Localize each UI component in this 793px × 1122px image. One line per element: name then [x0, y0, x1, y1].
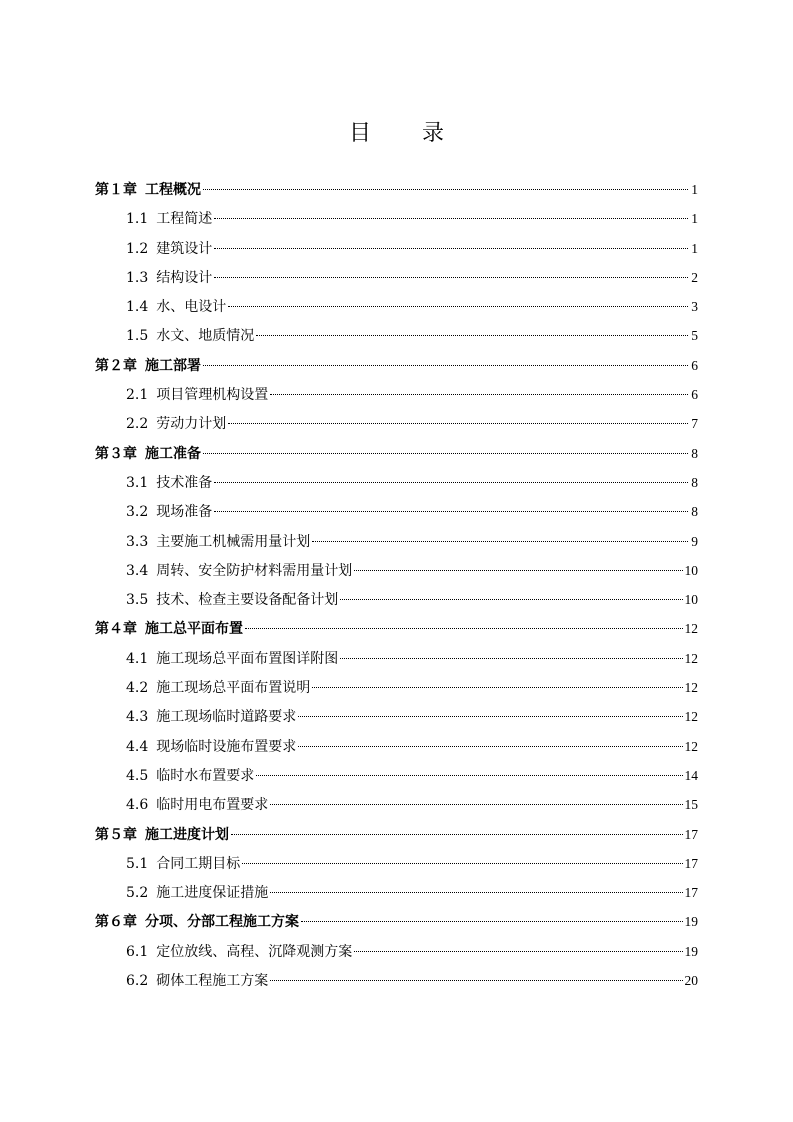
toc-page-number: 10 [684, 592, 698, 608]
toc-entry-number: 1.3 [126, 269, 149, 286]
toc-dot-leader [354, 950, 682, 952]
toc-entry-title: 临时用电布置要求 [156, 797, 269, 814]
toc-entry-label [95, 440, 201, 469]
toc-entry-label [95, 615, 243, 644]
toc-dot-leader [301, 920, 683, 922]
toc-page-number: 5 [691, 328, 698, 344]
toc-section-entry[interactable] [95, 790, 698, 819]
toc-section-entry[interactable] [95, 263, 698, 292]
toc-entry-label [126, 586, 338, 615]
toc-dot-leader [228, 422, 688, 424]
toc-chapter-entry[interactable] [95, 820, 698, 849]
toc-dot-leader [214, 247, 688, 249]
toc-entry-title: 工程简述 [156, 211, 213, 228]
toc-entry-title: 工程概况 [145, 182, 201, 198]
toc-entry-title: 项目管理机构设置 [156, 387, 269, 404]
toc-entry-title: 现场准备 [156, 504, 213, 521]
toc-dot-leader [203, 188, 688, 190]
toc-dot-leader [214, 510, 688, 512]
toc-entry-title: 主要施工机械需用量计划 [156, 533, 311, 550]
toc-entry-label [95, 352, 201, 381]
toc-page-number: 2 [691, 269, 698, 285]
toc-entry-label [126, 938, 352, 967]
toc-section-entry[interactable] [95, 497, 698, 526]
toc-entry-label [126, 850, 240, 879]
toc-section-entry[interactable] [95, 380, 698, 409]
toc-entry-title: 水文、地质情况 [156, 328, 255, 345]
toc-page-number: 12 [684, 650, 698, 666]
toc-entry-label [126, 498, 212, 527]
toc-entry-title: 施工总平面布置 [145, 621, 243, 638]
toc-dot-leader [203, 452, 688, 454]
toc-dot-leader [214, 217, 688, 219]
toc-section-entry[interactable] [95, 468, 698, 497]
toc-entry-title: 分项、分部工程施工方案 [145, 914, 299, 931]
toc-entry-number: 第３章 [95, 445, 137, 462]
toc-dot-leader [312, 540, 688, 542]
toc-section-entry[interactable] [95, 702, 698, 731]
toc-page-number: 20 [684, 973, 698, 989]
toc-section-entry[interactable] [95, 556, 698, 585]
toc-entry-label [126, 264, 212, 293]
toc-chapter-entry[interactable] [95, 907, 698, 936]
toc-entry-number: 4.4 [126, 738, 149, 755]
toc-entry-number: 2.1 [126, 387, 149, 404]
toc-entry-number: 5.1 [126, 855, 149, 872]
toc-entry-title: 施工现场总平面布置说明 [156, 680, 311, 697]
toc-entry-number: 4.3 [126, 709, 149, 726]
toc-entry-number: 第４章 [95, 621, 137, 638]
toc-entry-title: 结构设计 [156, 269, 213, 286]
toc-entry-number: 4.5 [126, 767, 149, 784]
toc-page-number: 17 [684, 826, 698, 842]
toc-entry-label [126, 557, 352, 586]
toc-dot-leader [270, 393, 688, 395]
toc-title: 目 录 [349, 121, 466, 146]
toc-section-entry[interactable] [95, 673, 698, 702]
toc-page-number: 8 [691, 474, 698, 490]
toc-entry-label [126, 791, 268, 820]
toc-chapter-entry[interactable] [95, 614, 698, 643]
toc-entry-title: 施工部署 [145, 357, 201, 374]
toc-dot-leader [228, 305, 688, 307]
toc-entry-label [126, 674, 310, 703]
toc-dot-leader [298, 715, 682, 717]
toc-entry-title: 施工进度计划 [145, 826, 229, 843]
toc-dot-leader [203, 364, 688, 366]
toc-section-entry[interactable] [95, 527, 698, 556]
toc-page-number: 17 [684, 885, 698, 901]
toc-page-number: 12 [684, 621, 698, 637]
toc-entry-number: 2.2 [126, 416, 149, 433]
toc-entry-label [95, 821, 229, 850]
toc-entry-title: 技术准备 [156, 474, 213, 491]
toc-dot-leader [242, 862, 682, 864]
toc-entry-title: 临时水布置要求 [156, 767, 255, 784]
toc-section-entry[interactable] [95, 878, 698, 907]
toc-chapter-entry[interactable] [95, 439, 698, 468]
toc-section-entry[interactable] [95, 234, 698, 263]
toc-page-number: 6 [691, 387, 698, 403]
toc-entry-title: 施工准备 [145, 445, 201, 462]
toc-section-entry[interactable] [95, 966, 698, 995]
toc-entry-number: 3.5 [126, 592, 149, 609]
toc-dot-leader [270, 803, 682, 805]
toc-page-number: 19 [684, 914, 698, 930]
toc-entry-number: 3.3 [126, 533, 149, 550]
toc-entry-label [126, 410, 226, 439]
toc-entry-number: 第５章 [95, 826, 137, 843]
toc-entry-title: 水、电设计 [156, 299, 227, 316]
toc-entry-label [126, 762, 254, 791]
toc-entry-title: 劳动力计划 [156, 416, 227, 433]
toc-section-entry[interactable] [95, 761, 698, 790]
toc-dot-leader [354, 569, 682, 571]
toc-page-number: 6 [691, 357, 698, 373]
toc-entry-label [126, 235, 212, 264]
table-of-contents [95, 175, 698, 995]
toc-entry-title: 定位放线、高程、沉降观测方案 [156, 943, 353, 960]
toc-page-number: 1 [691, 211, 698, 227]
toc-page-number: 9 [691, 533, 698, 549]
toc-entry-label [126, 967, 268, 996]
toc-section-entry[interactable] [95, 292, 698, 321]
toc-page-number: 1 [691, 182, 698, 197]
toc-dot-leader [245, 627, 683, 629]
toc-section-entry[interactable] [95, 937, 698, 966]
toc-entry-title: 施工现场临时道路要求 [156, 709, 297, 726]
toc-entry-number: 5.2 [126, 885, 149, 902]
toc-section-entry[interactable] [95, 732, 698, 761]
toc-entry-number: 第１章 [95, 182, 137, 198]
toc-section-entry[interactable] [95, 409, 698, 438]
toc-dot-leader [256, 774, 682, 776]
toc-entry-label [126, 645, 338, 674]
toc-chapter-entry[interactable] [95, 351, 698, 380]
toc-page-number: 8 [691, 445, 698, 461]
toc-entry-title: 砌体工程施工方案 [156, 973, 269, 990]
toc-page-number: 7 [691, 416, 698, 432]
toc-page-number: 12 [684, 680, 698, 696]
toc-entry-title: 合同工期目标 [156, 855, 241, 872]
toc-entry-label [126, 733, 296, 762]
toc-entry-number: 1.4 [126, 299, 149, 316]
toc-entry-label [126, 469, 212, 498]
toc-entry-number: 6.2 [126, 973, 149, 990]
toc-dot-leader [340, 657, 682, 659]
toc-entry-number: 3.1 [126, 474, 149, 491]
toc-entry-title: 技术、检查主要设备配备计划 [156, 592, 339, 609]
toc-entry-number: 3.2 [126, 504, 149, 521]
toc-page-number: 10 [684, 562, 698, 578]
toc-entry-number: 第６章 [95, 914, 137, 931]
toc-entry-title: 周转、安全防护材料需用量计划 [156, 562, 353, 579]
toc-entry-number: 4.2 [126, 680, 149, 697]
toc-entry-title: 现场临时设施布置要求 [156, 738, 297, 755]
toc-section-entry[interactable] [95, 644, 698, 673]
toc-page-number: 19 [684, 943, 698, 959]
toc-dot-leader [214, 276, 688, 278]
toc-entry-label [126, 322, 254, 351]
toc-page-number: 3 [691, 299, 698, 315]
toc-dot-leader [231, 833, 683, 835]
toc-entry-label [126, 381, 268, 410]
toc-entry-label [95, 908, 299, 937]
toc-entry-number: 6.1 [126, 943, 149, 960]
toc-dot-leader [214, 481, 688, 483]
toc-page-number: 1 [691, 240, 698, 256]
toc-entry-number: 第２章 [95, 357, 137, 374]
toc-dot-leader [270, 891, 682, 893]
toc-entry-label [126, 703, 296, 732]
toc-entry-number: 1.1 [126, 211, 149, 228]
toc-entry-label [95, 176, 201, 205]
toc-page-number: 15 [684, 797, 698, 813]
toc-dot-leader [298, 745, 682, 747]
toc-entry-number: 1.2 [126, 240, 149, 257]
toc-section-entry[interactable] [95, 849, 698, 878]
toc-page-number: 17 [684, 855, 698, 871]
toc-entry-label [126, 205, 212, 234]
toc-entry-title: 建筑设计 [156, 240, 213, 257]
toc-dot-leader [312, 686, 682, 688]
toc-section-entry[interactable] [95, 204, 698, 233]
toc-page-number: 12 [684, 738, 698, 754]
toc-entry-number: 4.6 [126, 797, 149, 814]
toc-entry-label [126, 879, 268, 908]
toc-entry-title: 施工现场总平面布置图详附图 [156, 650, 339, 667]
toc-entry-label [126, 293, 226, 322]
toc-dot-leader [256, 334, 688, 336]
toc-entry-label [126, 528, 310, 557]
toc-entry-number: 3.4 [126, 562, 149, 579]
toc-page-number: 12 [684, 709, 698, 725]
toc-section-entry[interactable] [95, 585, 698, 614]
toc-page-number: 8 [691, 504, 698, 520]
toc-entry-number: 1.5 [126, 328, 149, 345]
toc-dot-leader [270, 979, 682, 981]
toc-page-number: 14 [684, 767, 698, 783]
toc-dot-leader [340, 598, 682, 600]
toc-entry-title: 施工进度保证措施 [156, 885, 269, 902]
toc-section-entry[interactable] [95, 321, 698, 350]
toc-chapter-entry[interactable] [95, 175, 698, 204]
toc-entry-number: 4.1 [126, 650, 149, 667]
